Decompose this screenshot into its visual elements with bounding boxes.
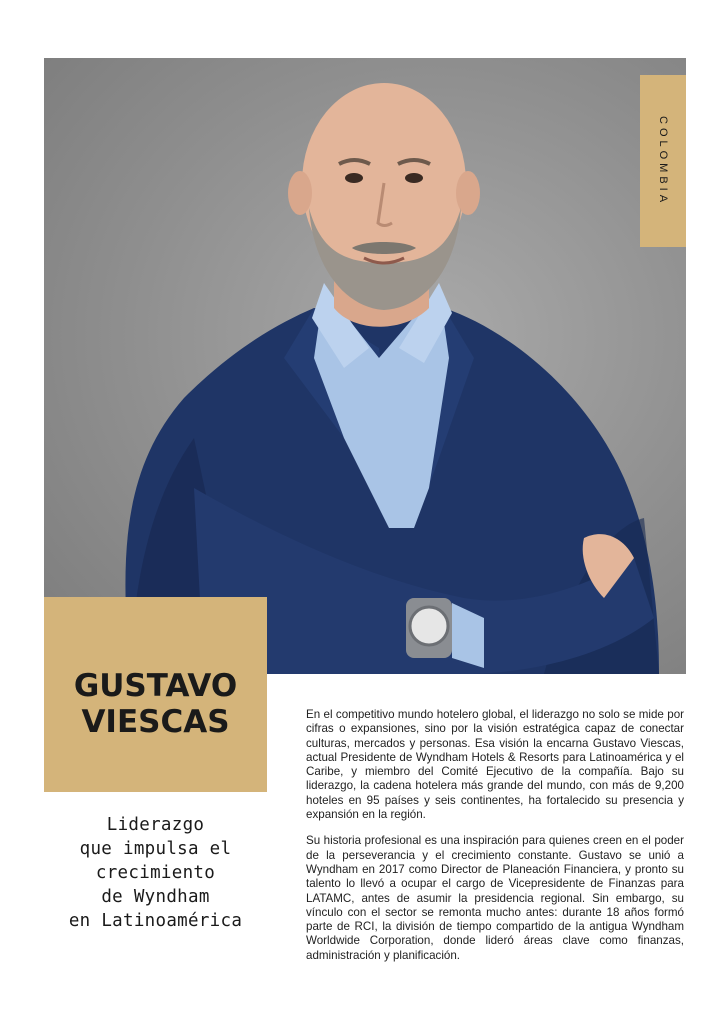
article-body — [306, 708, 684, 975]
paragraph: En el competitivo mundo hotelero global, el liderazgo no solo se mide por cifras o expansiones, sino por la visión estratégica capaz de conectar culturas, mercados y personas. Esa visión la encarna Gustavo Viescas, actual Presidente de Wyndham Hotels & Resorts para Latinoamérica y el Caribe, y miembro del Comité Ejecutivo de la compañía. Bajo su liderazgo, la cadena hotelera más grande del mundo, con más de 9,200 hoteles en 95 países y seis continentes, ha fortalecido su presencia y expansión en la región. — [306, 708, 684, 822]
subtitle-line: Liderazgo — [106, 815, 205, 835]
country-label: COLOMBIA — [657, 115, 669, 207]
subtitle-line: que impulsa el — [79, 839, 232, 859]
name-first: GUSTAVO — [73, 668, 238, 704]
subtitle-line: crecimiento — [95, 863, 216, 883]
paragraph: Su historia profesional es una inspiración para quienes creen en el poder de la perseverancia y el crecimiento constante. Gustavo se unió a Wyndham en 2017 como Director de Planeación Financiera, y pronto su talento lo llevó a ocupar el cargo de Vicepresidente de Finanzas para LATAMC, antes de asumir la presidencia regional. Sin embargo, su vínculo con el sector se remonta mucho antes: durante 18 años formó parte de RCI, la división de tiempo compartido de la antigua Wyndham Worldwide Corporation, donde lideró áreas clave como finanzas, administración y planificación. — [306, 834, 684, 962]
portrait-photo — [44, 58, 686, 674]
subtitle — [44, 813, 267, 933]
name-box — [44, 597, 267, 792]
name-last: VIESCAS — [81, 704, 230, 740]
subtitle-line: de Wyndham — [101, 887, 210, 907]
portrait-illustration — [44, 58, 686, 674]
country-tab — [640, 75, 686, 247]
subtitle-line: en Latinoamérica — [68, 911, 243, 931]
